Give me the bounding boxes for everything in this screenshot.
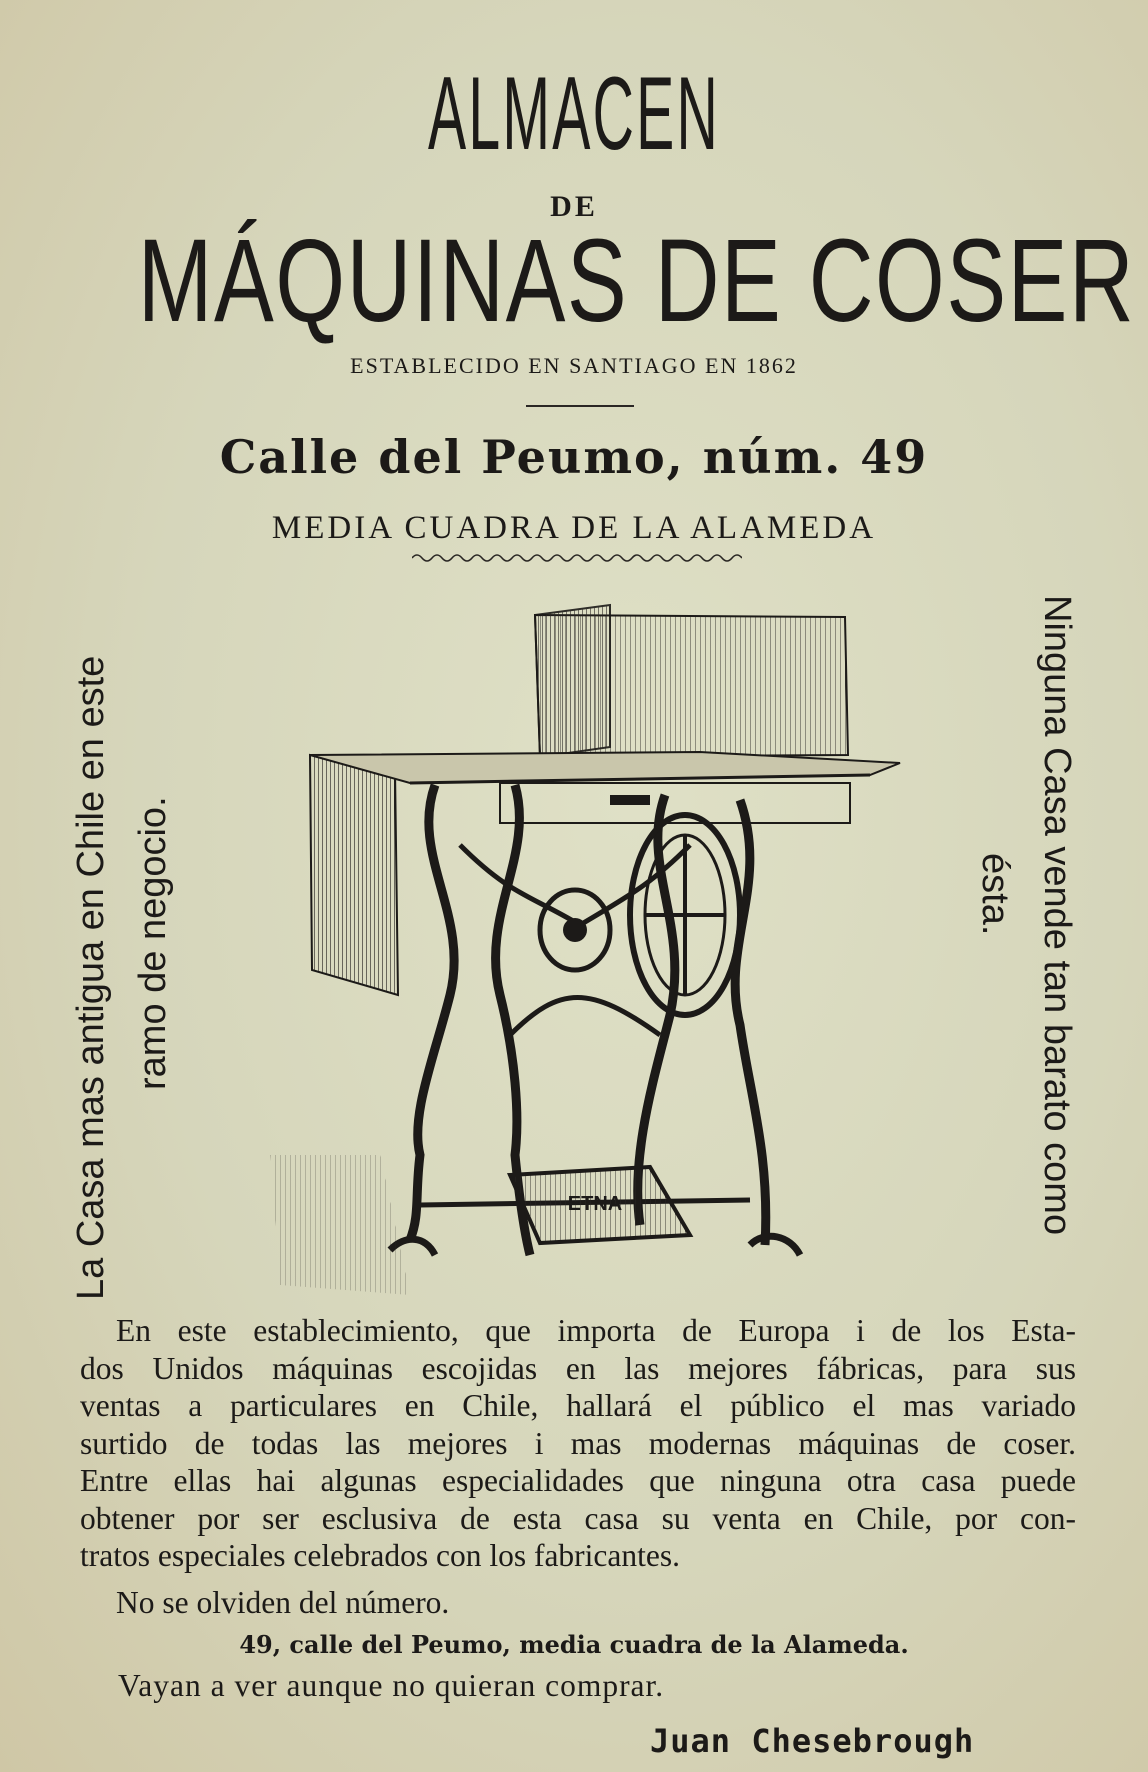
right-slogan-line-1: Ninguna Casa vende tan barato como [1036, 595, 1078, 1236]
title-almacen: ALMACEN [428, 56, 720, 172]
title-de: DE [550, 190, 598, 223]
body-line: tratos especiales celebrados con los fabricantes. [80, 1538, 680, 1573]
location-line: MEDIA CUADRA DE LA ALAMEDA [271, 510, 877, 546]
left-slogan-line-1: La Casa mas antigua en Chile en este [70, 655, 112, 1300]
established-line: ESTABLECIDO EN SANTIAGO EN 1862 [350, 353, 798, 378]
left-slogan-line-2: ramo de negocio. [132, 796, 174, 1090]
body-line: dos Unidos máquinas escojidas en las mejores fábricas, para sus [80, 1350, 1076, 1386]
street-address: Calle del Peumo, núm. 49 [219, 430, 929, 484]
treadle-label: ETNA [567, 1193, 623, 1215]
body-line: obtener por ser esclusiva de esta casa su venta en Chile, por con- [80, 1500, 1076, 1536]
main-title: MÁQUINAS DE COSER [137, 215, 1136, 347]
body-line: Entre ellas hai algunas especialidades que ninguna otra casa puede [80, 1463, 1076, 1498]
body-line: surtido de todas las mejores i mas modernas máquinas de coser. [80, 1425, 1076, 1461]
reminder-line: No se olviden del número. [116, 1585, 450, 1620]
signature: Juan Chesebrough [650, 1722, 975, 1760]
right-slogan-line-2: ésta. [974, 853, 1016, 936]
invitation-line: Vayan a ver aunque no quieran comprar. [118, 1668, 665, 1703]
body-line: ventas a particulares en Chile, hallará el público el mas variado [80, 1388, 1076, 1423]
divider-rule [526, 405, 634, 407]
address-repeat: 49, calle del Peumo, media cuadra de la Alameda. [239, 1630, 909, 1659]
body-paragraph [80, 1312, 1076, 1575]
right-side-slogan [964, 595, 1088, 1235]
sewing-machine-table-icon [270, 595, 920, 1295]
wavy-divider [412, 551, 742, 565]
body-line: En este establecimiento, que importa de Europa i de los Esta- [116, 1313, 1076, 1348]
left-side-slogan [60, 656, 184, 1300]
